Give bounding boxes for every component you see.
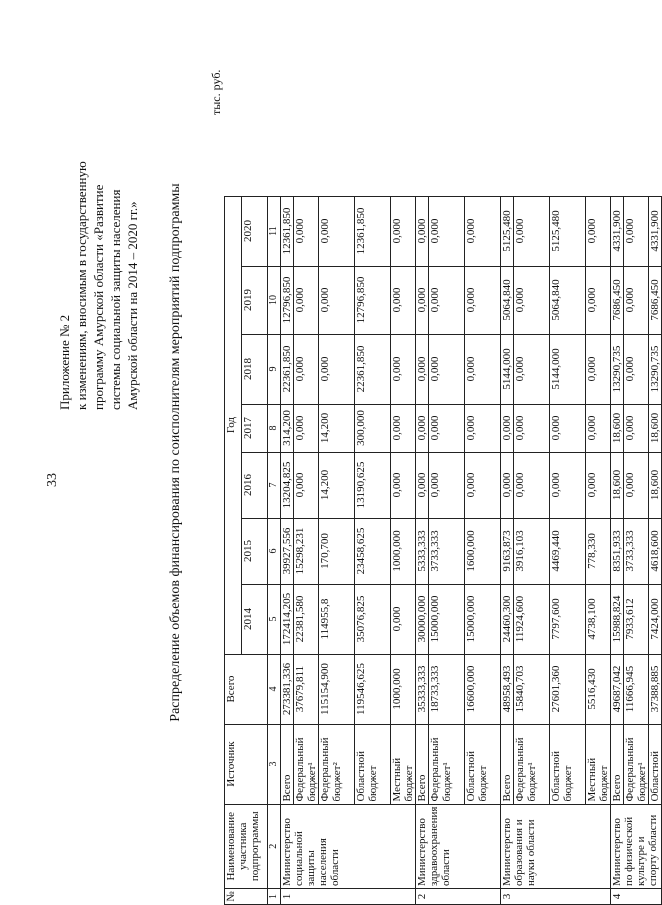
table-row bbox=[586, 196, 611, 904]
amount-cell: 18,600 bbox=[611, 404, 624, 452]
amount-cell: 27601,360 bbox=[550, 654, 586, 724]
amount-cell: 13290,735 bbox=[611, 334, 624, 404]
column-index: 5 bbox=[268, 584, 281, 654]
amount-cell: 0,000 bbox=[294, 404, 319, 452]
amount-cell: 35076,825 bbox=[355, 584, 391, 654]
table-row bbox=[294, 196, 319, 904]
amount-cell: 0,000 bbox=[550, 452, 586, 518]
amount-cell: 3733,333 bbox=[624, 518, 649, 584]
amount-cell: 119546,625 bbox=[355, 654, 391, 724]
header-year-2019: 2019 bbox=[242, 266, 268, 334]
amount-cell: 0,000 bbox=[391, 334, 416, 404]
funding-source: Областной бюджет bbox=[465, 724, 501, 804]
amount-cell: 4469,440 bbox=[550, 518, 586, 584]
header-year-2014: 2014 bbox=[242, 584, 268, 654]
amount-cell: 7797,600 bbox=[550, 584, 586, 654]
funding-source: Всего bbox=[611, 724, 624, 804]
amount-cell: 0,000 bbox=[465, 266, 501, 334]
amount-cell: 170,700 bbox=[319, 518, 355, 584]
participant-number: 2 bbox=[416, 889, 501, 905]
amount-cell: 22361,850 bbox=[281, 334, 294, 404]
table-row bbox=[429, 196, 465, 904]
table-row bbox=[319, 196, 355, 904]
financing-table bbox=[224, 196, 662, 905]
amount-cell: 18,600 bbox=[649, 404, 662, 452]
amount-cell: 14,200 bbox=[319, 452, 355, 518]
amount-cell: 18733,333 bbox=[429, 654, 465, 724]
amount-cell: 14,200 bbox=[319, 404, 355, 452]
table-row bbox=[624, 196, 649, 904]
document-title: Распределение объемов финансирования по соисполнителям мероприятий подпрограммы bbox=[168, 183, 183, 722]
header-year-2020: 2020 bbox=[242, 196, 268, 266]
amount-cell: 0,000 bbox=[586, 404, 611, 452]
header-num: № bbox=[225, 889, 268, 905]
amount-cell: 15298,231 bbox=[294, 518, 319, 584]
amount-cell: 9163,873 bbox=[501, 518, 514, 584]
amount-cell: 4331,900 bbox=[649, 196, 662, 266]
amount-cell: 30000,000 bbox=[416, 584, 429, 654]
amount-cell: 0,000 bbox=[391, 452, 416, 518]
column-index: 6 bbox=[268, 518, 281, 584]
appendix-line: программу Амурской области «Развитие bbox=[91, 184, 106, 410]
column-index: 1 bbox=[268, 889, 281, 905]
header-year-2015: 2015 bbox=[242, 518, 268, 584]
amount-cell: 0,000 bbox=[429, 266, 465, 334]
amount-cell: 15000,000 bbox=[429, 584, 465, 654]
participant-number: 4 bbox=[611, 889, 662, 905]
amount-cell: 0,000 bbox=[465, 404, 501, 452]
amount-cell: 24460,300 bbox=[501, 584, 514, 654]
participant-name: Министерство социальной защиты населения области bbox=[281, 804, 416, 888]
amount-cell: 13204,825 bbox=[281, 452, 294, 518]
amount-cell: 4331,900 bbox=[611, 196, 624, 266]
unit-label: тыс. руб. bbox=[209, 69, 223, 115]
funding-source: Всего bbox=[416, 724, 429, 804]
amount-cell: 0,000 bbox=[514, 452, 550, 518]
amount-cell: 0,000 bbox=[514, 266, 550, 334]
amount-cell: 0,000 bbox=[514, 196, 550, 266]
header-total: Всего bbox=[225, 654, 268, 724]
amount-cell: 39927,556 bbox=[281, 518, 294, 584]
funding-source: Федеральный бюджет² bbox=[319, 724, 355, 804]
amount-cell: 5064,840 bbox=[501, 266, 514, 334]
amount-cell: 12361,850 bbox=[281, 196, 294, 266]
amount-cell: 5125,480 bbox=[550, 196, 586, 266]
table-row bbox=[550, 196, 586, 904]
amount-cell: 13190,625 bbox=[355, 452, 391, 518]
amount-cell: 22361,850 bbox=[355, 334, 391, 404]
amount-cell: 18,600 bbox=[649, 452, 662, 518]
table-row bbox=[281, 196, 294, 904]
amount-cell: 5516,430 bbox=[586, 654, 611, 724]
amount-cell: 7686,450 bbox=[649, 266, 662, 334]
column-index: 9 bbox=[268, 334, 281, 404]
amount-cell: 0,000 bbox=[550, 404, 586, 452]
amount-cell: 35333,333 bbox=[416, 654, 429, 724]
header-year-2016: 2016 bbox=[242, 452, 268, 518]
amount-cell: 8351,933 bbox=[611, 518, 624, 584]
column-index: 4 bbox=[268, 654, 281, 724]
participant-number: 1 bbox=[281, 889, 416, 905]
amount-cell: 0,000 bbox=[624, 334, 649, 404]
amount-cell: 0,000 bbox=[501, 404, 514, 452]
header-year-2018: 2018 bbox=[242, 334, 268, 404]
funding-source: Федеральный бюджет¹ bbox=[429, 724, 465, 804]
amount-cell: 0,000 bbox=[294, 452, 319, 518]
funding-source: Федеральный бюджет¹ bbox=[624, 724, 649, 804]
amount-cell: 0,000 bbox=[465, 452, 501, 518]
amount-cell: 12361,850 bbox=[355, 196, 391, 266]
amount-cell: 37679,811 bbox=[294, 654, 319, 724]
amount-cell: 0,000 bbox=[416, 334, 429, 404]
amount-cell: 0,000 bbox=[624, 266, 649, 334]
amount-cell: 0,000 bbox=[586, 266, 611, 334]
amount-cell: 3733,333 bbox=[429, 518, 465, 584]
funding-source: Местный бюджет bbox=[586, 724, 611, 804]
amount-cell: 0,000 bbox=[416, 266, 429, 334]
amount-cell: 5064,840 bbox=[550, 266, 586, 334]
amount-cell: 778,330 bbox=[586, 518, 611, 584]
table-row bbox=[416, 196, 429, 904]
funding-source: Областной бюджет bbox=[355, 724, 391, 804]
amount-cell: 0,000 bbox=[416, 452, 429, 518]
participant-name: Министерство по физической культуре и спорту области bbox=[611, 804, 662, 888]
amount-cell: 23458,625 bbox=[355, 518, 391, 584]
amount-cell: 0,000 bbox=[391, 266, 416, 334]
amount-cell: 5144,000 bbox=[550, 334, 586, 404]
amount-cell: 11666,945 bbox=[624, 654, 649, 724]
amount-cell: 7424,000 bbox=[649, 584, 662, 654]
funding-source: Областной бюджет bbox=[550, 724, 586, 804]
table-row bbox=[649, 196, 662, 904]
amount-cell: 4738,100 bbox=[586, 584, 611, 654]
amount-cell: 0,000 bbox=[429, 334, 465, 404]
appendix-line: системы социальной защиты населения bbox=[108, 189, 123, 410]
appendix-line: Амурской области на 2014 – 2020 гг.» bbox=[125, 201, 140, 410]
table-row bbox=[611, 196, 624, 904]
column-index: 8 bbox=[268, 404, 281, 452]
amount-cell: 18,600 bbox=[611, 452, 624, 518]
participant-name: Министерство образования и науки области bbox=[501, 804, 611, 888]
amount-cell: 0,000 bbox=[294, 266, 319, 334]
funding-source: Всего bbox=[501, 724, 514, 804]
table-row bbox=[355, 196, 391, 904]
amount-cell: 7686,450 bbox=[611, 266, 624, 334]
amount-cell: 0,000 bbox=[391, 196, 416, 266]
amount-cell: 0,000 bbox=[465, 334, 501, 404]
appendix-line: к изменениям, вносимым в государственную bbox=[74, 161, 89, 410]
amount-cell: 0,000 bbox=[514, 334, 550, 404]
amount-cell: 0,000 bbox=[429, 196, 465, 266]
column-index: 11 bbox=[268, 196, 281, 266]
amount-cell: 0,000 bbox=[501, 452, 514, 518]
column-index: 3 bbox=[268, 724, 281, 804]
amount-cell: 114955,8 bbox=[319, 584, 355, 654]
appendix-block bbox=[56, 80, 141, 410]
header-year: Год bbox=[225, 196, 242, 654]
amount-cell: 0,000 bbox=[624, 452, 649, 518]
amount-cell: 0,000 bbox=[319, 334, 355, 404]
amount-cell: 0,000 bbox=[416, 196, 429, 266]
amount-cell: 1600,000 bbox=[465, 518, 501, 584]
amount-cell: 5333,333 bbox=[416, 518, 429, 584]
amount-cell: 3916,103 bbox=[514, 518, 550, 584]
participant-name: Министерство здравоохранения области bbox=[416, 804, 501, 888]
amount-cell: 49687,042 bbox=[611, 654, 624, 724]
amount-cell: 15840,703 bbox=[514, 654, 550, 724]
amount-cell: 0,000 bbox=[586, 452, 611, 518]
funding-source: Федеральный бюджет¹ bbox=[294, 724, 319, 804]
table-row bbox=[514, 196, 550, 904]
amount-cell: 0,000 bbox=[294, 334, 319, 404]
appendix-line: Приложение № 2 bbox=[57, 314, 72, 410]
funding-source: Федеральный бюджет¹ bbox=[514, 724, 550, 804]
column-index: 7 bbox=[268, 452, 281, 518]
page-number: 33 bbox=[45, 473, 60, 487]
funding-source: Местный бюджет bbox=[391, 724, 416, 804]
amount-cell: 11924,600 bbox=[514, 584, 550, 654]
participant-number: 3 bbox=[501, 889, 611, 905]
amount-cell: 48958,493 bbox=[501, 654, 514, 724]
amount-cell: 15988,824 bbox=[611, 584, 624, 654]
amount-cell: 5144,000 bbox=[501, 334, 514, 404]
amount-cell: 15000,000 bbox=[465, 584, 501, 654]
amount-cell: 0,000 bbox=[391, 584, 416, 654]
table-row bbox=[391, 196, 416, 904]
amount-cell: 0,000 bbox=[586, 334, 611, 404]
amount-cell: 0,000 bbox=[391, 404, 416, 452]
amount-cell: 12796,850 bbox=[355, 266, 391, 334]
amount-cell: 1000,000 bbox=[391, 518, 416, 584]
column-index: 10 bbox=[268, 266, 281, 334]
amount-cell: 22381,580 bbox=[294, 584, 319, 654]
amount-cell: 0,000 bbox=[319, 196, 355, 266]
amount-cell: 0,000 bbox=[319, 266, 355, 334]
amount-cell: 0,000 bbox=[416, 404, 429, 452]
column-index: 2 bbox=[268, 804, 281, 888]
amount-cell: 37388,885 bbox=[649, 654, 662, 724]
amount-cell: 273381,336 bbox=[281, 654, 294, 724]
amount-cell: 172414,205 bbox=[281, 584, 294, 654]
header-source: Источник bbox=[225, 724, 268, 804]
amount-cell: 1000,000 bbox=[391, 654, 416, 724]
amount-cell: 115154,900 bbox=[319, 654, 355, 724]
amount-cell: 7933,612 bbox=[624, 584, 649, 654]
header-year-2017: 2017 bbox=[242, 404, 268, 452]
funding-source: Областной bbox=[649, 724, 662, 804]
amount-cell: 0,000 bbox=[294, 196, 319, 266]
amount-cell: 0,000 bbox=[586, 196, 611, 266]
funding-source: Всего bbox=[281, 724, 294, 804]
header-participant: Наименование участника подпрограммы bbox=[225, 804, 268, 888]
amount-cell: 4618,600 bbox=[649, 518, 662, 584]
table-row bbox=[465, 196, 501, 904]
amount-cell: 5125,480 bbox=[501, 196, 514, 266]
amount-cell: 0,000 bbox=[624, 196, 649, 266]
table-row bbox=[501, 196, 514, 904]
amount-cell: 300,000 bbox=[355, 404, 391, 452]
amount-cell: 13290,735 bbox=[649, 334, 662, 404]
amount-cell: 0,000 bbox=[624, 404, 649, 452]
amount-cell: 0,000 bbox=[465, 196, 501, 266]
amount-cell: 0,000 bbox=[514, 404, 550, 452]
amount-cell: 314,200 bbox=[281, 404, 294, 452]
amount-cell: 0,000 bbox=[429, 452, 465, 518]
amount-cell: 12796,850 bbox=[281, 266, 294, 334]
amount-cell: 0,000 bbox=[429, 404, 465, 452]
amount-cell: 16600,000 bbox=[465, 654, 501, 724]
